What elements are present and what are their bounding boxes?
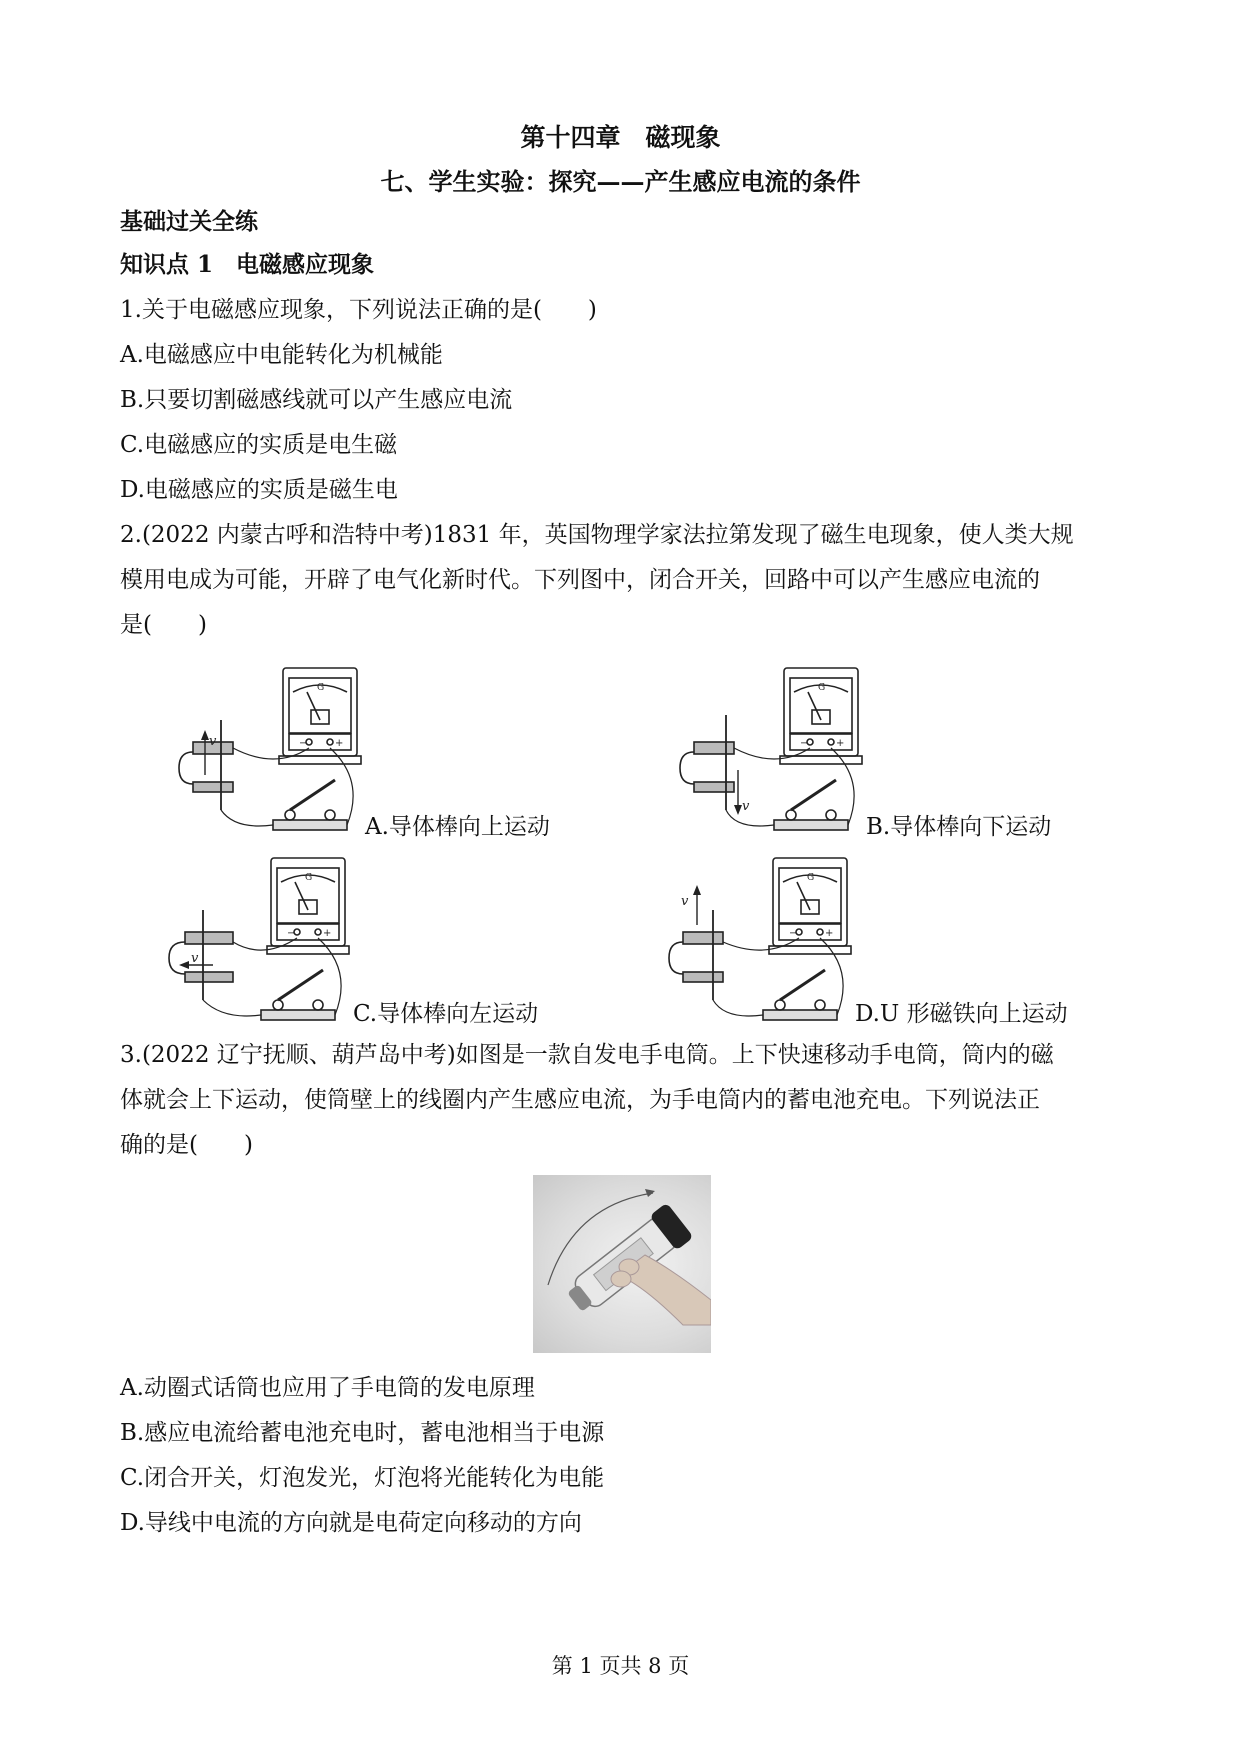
q2-stem-line-3: 是( ) — [120, 612, 207, 638]
q2-stem-line-2: 模用电成为可能，开辟了电气化新时代。下列图中，闭合开关，回路中可以产生感应电流的 — [120, 567, 1040, 593]
figure-a-apparatus — [175, 660, 375, 835]
u-magnet — [169, 932, 233, 982]
switch — [763, 970, 837, 1020]
q1-option-c: C.电磁感应的实质是电生磁 — [120, 432, 398, 458]
meter-plus-label: + — [323, 928, 332, 939]
q3-option-a: A.动圈式话筒也应用了手电筒的发电原理 — [120, 1375, 535, 1401]
q3-stem-line-3: 确的是( ) — [120, 1132, 253, 1158]
knowledge-point-title: 知识点 1 电磁感应现象 — [120, 251, 375, 278]
flashlight-photo — [533, 1175, 711, 1353]
q3-option-d: D.导线中电流的方向就是电荷定向移动的方向 — [120, 1510, 582, 1536]
figure-c-label: C.导体棒向左运动 — [353, 1001, 539, 1027]
q3-stem-line-1: 3.(2022 辽宁抚顺、葫芦岛中考)如图是一款自发电手电筒。上下快速移动手电筒，筒内的磁 — [120, 1042, 1054, 1068]
wires — [713, 938, 843, 1016]
q1-stem: 1.关于电磁感应现象，下列说法正确的是( ) — [120, 297, 597, 323]
flashlight-illustration — [533, 1175, 711, 1353]
velocity-label: v — [191, 951, 199, 966]
q1-option-a: A.电磁感应中电能转化为机械能 — [120, 342, 443, 368]
part-title: 基础过关全练 — [120, 208, 258, 235]
q1-option-b: B.只要切割磁感线就可以产生感应电流 — [120, 387, 513, 413]
velocity-label: v — [742, 799, 750, 814]
section-title: 七、学生实验：探究——产生感应电流的条件 — [380, 167, 861, 196]
q3-option-c: C.闭合开关，灯泡发光，灯泡将光能转化为电能 — [120, 1465, 605, 1491]
figure-d-apparatus — [665, 850, 865, 1025]
meter-g-label: G — [807, 873, 815, 883]
q1-option-d: D.电磁感应的实质是磁生电 — [120, 477, 398, 503]
u-magnet — [179, 742, 233, 792]
meter-minus-label: − — [299, 738, 308, 749]
velocity-label: v — [209, 734, 217, 749]
q3-stem-line-2: 体就会上下运动，使筒壁上的线圈内产生感应电流，为手电筒内的蓄电池充电。下列说法正 — [120, 1087, 1040, 1113]
meter-plus-label: + — [825, 928, 834, 939]
meter-minus-label: − — [287, 928, 296, 939]
switch — [261, 970, 335, 1020]
wires — [726, 748, 854, 826]
chapter-title: 第十四章 磁现象 — [520, 123, 721, 152]
meter-minus-label: − — [800, 738, 809, 749]
u-magnet — [669, 932, 723, 982]
figure-d-label: D.U 形磁铁向上运动 — [855, 1001, 1068, 1027]
figure-a-label: A.导体棒向上运动 — [365, 814, 550, 840]
wires — [221, 748, 353, 826]
meter-g-label: G — [305, 873, 313, 883]
q3-option-b: B.感应电流给蓄电池充电时，蓄电池相当于电源 — [120, 1420, 605, 1446]
q2-stem-line-1: 2.(2022 内蒙古呼和浩特中考)1831 年，英国物理学家法拉第发现了磁生电现象，使人类大规 — [120, 522, 1074, 548]
meter-g-label: G — [818, 683, 826, 693]
meter-g-label: G — [317, 683, 325, 693]
meter-plus-label: + — [836, 738, 845, 749]
velocity-label: v — [681, 894, 689, 909]
switch — [273, 780, 347, 830]
switch — [774, 780, 848, 830]
figure-b-apparatus — [676, 660, 876, 835]
figure-b-label: B.导体棒向下运动 — [866, 814, 1052, 840]
figure-c-apparatus — [163, 850, 363, 1025]
page-footer: 第 1 页共 8 页 — [551, 1654, 690, 1678]
meter-minus-label: − — [789, 928, 798, 939]
meter-plus-label: + — [335, 738, 344, 749]
